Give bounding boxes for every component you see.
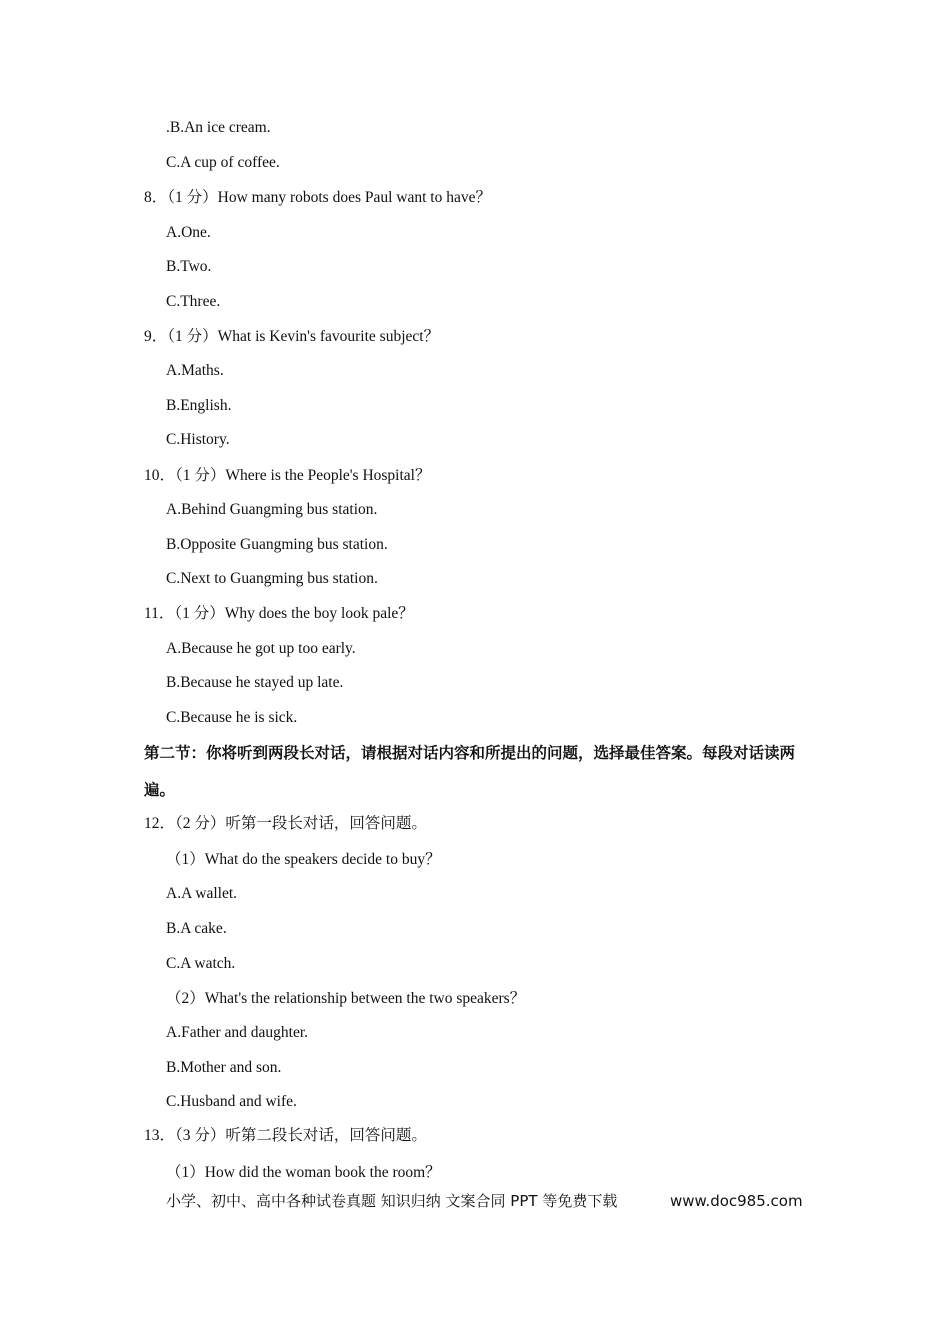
option-line: B.Mother and son. [166, 1059, 282, 1076]
option-line: B.Because he stayed up late. [166, 674, 344, 691]
footer-text: 小学、初中、高中各种试卷真题 知识归纳 文案合同 PPT 等免费下载 [166, 1192, 618, 1210]
sub-question: （1）What do the speakers decide to buy？ [166, 851, 441, 868]
question-13: 13．（3 分）听第二段长对话，回答问题。 [144, 1127, 427, 1144]
option-line: C.Three. [166, 293, 221, 310]
question-9: 9．（1 分）What is Kevin's favourite subject？ [144, 328, 440, 345]
option-line: A.Because he got up too early. [166, 640, 356, 657]
section-2-heading: 第二节：你将听到两段长对话，请根据对话内容和所提出的问题，选择最佳答案。每段对话读两遍。 [144, 744, 796, 799]
question-10: 10．（1 分）Where is the People's Hospital？ [144, 467, 431, 484]
option-line: .B.An ice cream. [166, 119, 271, 136]
option-line: B.Opposite Guangming bus station. [166, 536, 388, 553]
footer-url[interactable]: www.doc985.com [670, 1192, 803, 1210]
option-line: C.A watch. [166, 955, 236, 972]
option-line: C.Next to Guangming bus station. [166, 570, 378, 587]
sub-question: （2）What's the relationship between the two speakers？ [166, 990, 526, 1007]
option-line: A.One. [166, 224, 211, 241]
option-line: A.Behind Guangming bus station. [166, 501, 378, 518]
option-line: A.A wallet. [166, 885, 238, 902]
option-line: C.A cup of coffee. [166, 154, 280, 171]
option-line: A.Father and daughter. [166, 1024, 309, 1041]
sub-question: （1）How did the woman book the room？ [166, 1164, 441, 1181]
option-line: B.English. [166, 397, 232, 414]
option-line: B.Two. [166, 258, 212, 275]
option-line: B.A cake. [166, 920, 227, 937]
option-line: C.History. [166, 431, 230, 448]
option-line: C.Husband and wife. [166, 1093, 297, 1110]
question-8: 8．（1 分）How many robots does Paul want to have？ [144, 189, 491, 206]
option-line: C.Because he is sick. [166, 709, 298, 726]
option-line: A.Maths. [166, 362, 224, 379]
question-12: 12．（2 分）听第一段长对话，回答问题。 [144, 815, 427, 832]
question-11: 11．（1 分）Why does the boy look pale？ [144, 605, 414, 622]
